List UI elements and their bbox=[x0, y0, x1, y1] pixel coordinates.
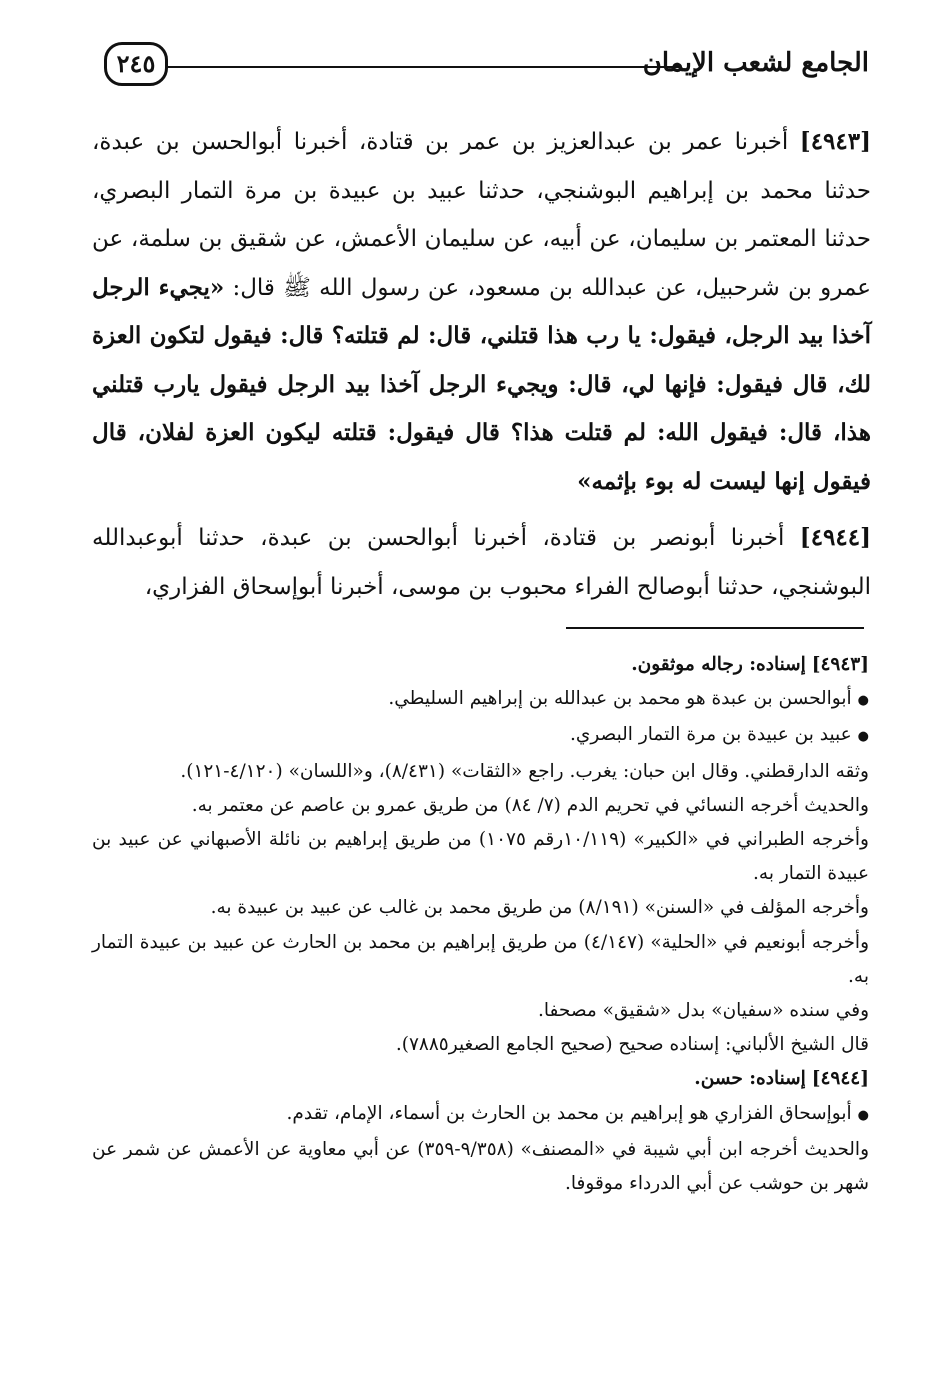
footnote-heading-4944 bbox=[92, 1062, 869, 1096]
footnote-bullet: ● أبوإسحاق الفزاري هو إبراهيم بن محمد بن الحارث بن أسماء، الإمام، تقدم. bbox=[92, 1097, 869, 1133]
footnote-grade: إسناده: حسن. bbox=[694, 1068, 806, 1090]
hadith-number: [٤٩٤٣] bbox=[799, 128, 871, 155]
page-number: ٢٤٥ bbox=[104, 42, 168, 86]
footnote-number: [٤٩٤٤] bbox=[811, 1068, 869, 1090]
footnote-bullet: ● أبوالحسن بن عبدة هو محمد بن عبدالله بن إبراهيم السليطي. bbox=[92, 682, 869, 718]
isnad-chain: أخبرنا أبونصر بن قتادة، أخبرنا أبوالحسن بن عبدة، حدثنا أبوعبدالله البوشنجي، حدثنا أبوصالح الفراء محبوب بن موسى، أخبرنا أبوإسحاق الفزاري، bbox=[92, 525, 871, 600]
footnote-grade: إسناده: رجاله موثقون. bbox=[631, 654, 806, 675]
hadith-text: «يجيء الرجل آخذا بيد الرجل، فيقول: يا رب هذا قتلني، قال: لم قتلته؟ قال: فيقول لتكون العزة لك، قال فيقول: فإنها لي، قال: ويجيء الرجل آخذا بيد الرجل فيقول يارب قتلني هذا، قال: فيقول الله: لم قتلت هذا؟ قال فيقول: قتلته ليكون العزة لفلان، قال فيقول إنها ليست له بوء بإثمه» bbox=[92, 273, 871, 495]
footnote-line: وثقه الدارقطني. وقال ابن حبان: يغرب. راجع «الثقات» (٨/٤٣١)، و«اللسان» (٤/١٢٠-١٢١). bbox=[180, 760, 869, 782]
isnad-chain: أخبرنا عمر بن عبدالعزيز بن عمر بن قتادة، أخبرنا أبوالحسن بن عبدة، حدثنا محمد بن إبراهيم البوشنجي، حدثنا عبيد بن عبيدة بن مرة التمار البصري، حدثنا المعتمر بن سليمان، عن أبيه، عن سليمان الأعمش، عن شقيق بن سلمة، عن عمرو بن شرحبيل، عن عبدالله بن مسعود، عن رسول الله ﷺ قال: bbox=[92, 129, 871, 301]
footnote-heading-4943 bbox=[92, 648, 869, 682]
footnote-line: والحديث أخرجه ابن أبي شيبة في «المصنف» (٩/٣٥٨-٣٥٩) عن أبي معاوية عن الأعمش عن شمر عن شهر بن حوشب عن أبي الدرداء موقوفا. bbox=[92, 1138, 870, 1195]
book-title: الجامع لشعب الإيمان bbox=[642, 48, 869, 78]
footnote-line: وأخرجه المؤلف في «السنن» (٨/١٩١) من طريق محمد بن غالب عن عبيد بن عبيدة به. bbox=[210, 897, 869, 919]
footnotes bbox=[92, 648, 869, 1201]
footnote-number: [٤٩٤٣] bbox=[811, 654, 869, 675]
header-rule bbox=[168, 66, 679, 68]
hadith-4944 bbox=[92, 514, 871, 611]
footnote-separator bbox=[566, 627, 864, 629]
footnote-line: وفي سنده «سفيان» بدل «شقيق» مصحفا. bbox=[538, 1000, 869, 1022]
footnote-line: وأخرجه الطبراني في «الكبير» (١٠/١١٩رقم ١٠٧٥) من طريق إبراهيم بن نائلة الأصبهاني عن عبيد بن عبيدة التمار به. bbox=[92, 829, 869, 885]
footnote-line: والحديث أخرجه النسائي في تحريم الدم (٧/ ٨٤) من طريق عمرو بن عاصم عن معتمر به. bbox=[191, 794, 869, 816]
hadith-4943 bbox=[92, 118, 871, 506]
hadith-number: [٤٩٤٤] bbox=[799, 524, 871, 551]
footnote-bullet: ● عبيد بن عبيدة بن مرة التمار البصري. bbox=[92, 718, 869, 754]
footnote-line: قال الشيخ الألباني: إسناده صحيح (صحيح الجامع الصغير٧٨٨٥). bbox=[395, 1034, 869, 1056]
footnote-line: وأخرجه أبونعيم في «الحلية» (٤/١٤٧) من طريق إبراهيم بن محمد بن الحارث عن عبيد بن عبيدة التمار به. bbox=[92, 931, 869, 987]
page-header bbox=[98, 36, 869, 96]
main-text bbox=[92, 118, 871, 611]
